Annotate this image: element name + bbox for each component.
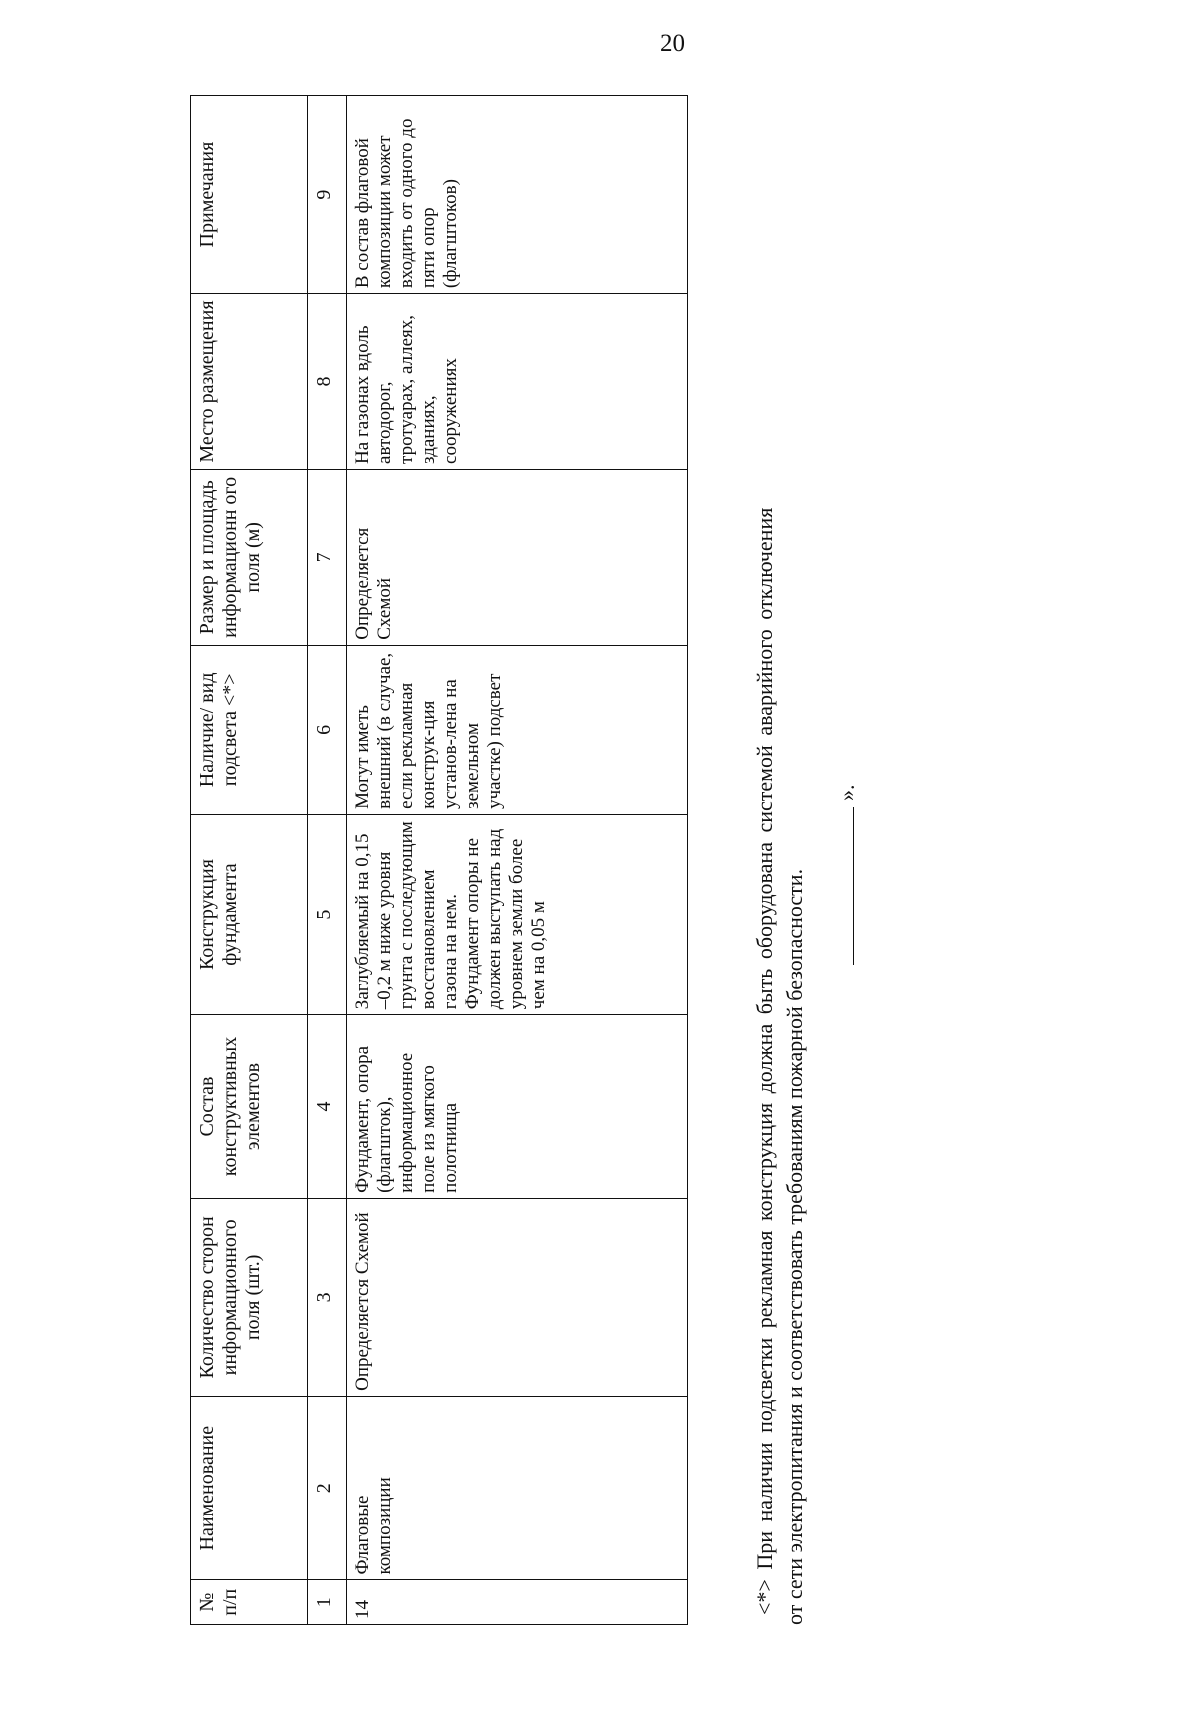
foundation-cell: Заглубляемый на 0,15 –0,2 м ниже уровня грунта с последующим восстановлением газона на нем. Фундамент опоры не должен выступать над уровнем земли более чем на 0,05 м	[347, 814, 688, 1014]
composition-cell: Фундамент, опора (флагшток), информационное поле из мягкого полотнища	[347, 1015, 688, 1199]
column-number: 6	[308, 645, 347, 814]
header-cell: Место размещения	[191, 294, 308, 470]
placement-cell: На газонах вдоль автодорог, тротуарах, аллеях, зданиях, сооружениях	[347, 294, 688, 470]
header-cell: № п/п	[191, 1580, 308, 1625]
page-number: 20	[660, 30, 685, 57]
column-number: 8	[308, 294, 347, 470]
column-number: 9	[308, 96, 347, 294]
column-number: 3	[308, 1198, 347, 1396]
closing-rule	[847, 807, 854, 965]
column-number: 4	[308, 1015, 347, 1199]
header-row	[191, 96, 308, 1625]
lighting-cell: Могут иметь внешний (в случае, если рекламная конструк-ция установ-лена на земельном участке) подсвет	[347, 645, 688, 814]
header-cell: Конструкция фундамента	[191, 814, 308, 1014]
footnote-line-2: от сети электропитания и соответствовать требованиям пожарной безопасности.	[782, 868, 807, 1625]
column-number: 1	[308, 1580, 347, 1625]
column-number: 7	[308, 469, 347, 645]
closing-mark: ».	[834, 784, 859, 801]
footnote	[750, 95, 810, 1625]
sides-cell: Определяется Схемой	[347, 1198, 688, 1396]
column-number: 5	[308, 814, 347, 1014]
landscape-content	[190, 95, 1090, 1625]
header-cell: Состав конструктивных элементов	[191, 1015, 308, 1199]
spec-table	[190, 95, 688, 1625]
header-cell: Примечания	[191, 96, 308, 294]
name-cell: Флаговые композиции	[347, 1396, 688, 1580]
header-cell: Наименование	[191, 1396, 308, 1580]
header-cell: Количество сторон информационного поля (шт.)	[191, 1198, 308, 1396]
footnote-line-1: <*> При наличии подсветки рекламная конструкция должна быть оборудована системой аварийного отключения	[752, 507, 777, 1615]
closing-line	[834, 785, 860, 966]
header-cell: Наличие/ вид подсвета <*>	[191, 645, 308, 814]
column-number: 2	[308, 1396, 347, 1580]
size-cell: Определяется Схемой	[347, 469, 688, 645]
table-row	[347, 96, 688, 1625]
header-cell: Размер и площадь информационн ого поля (м)	[191, 469, 308, 645]
row-number-cell: 14	[347, 1580, 688, 1625]
column-number-row	[308, 96, 347, 1625]
notes-cell: В состав флаговой композиции может входить от одного до пяти опор (флагштоков)	[347, 96, 688, 294]
